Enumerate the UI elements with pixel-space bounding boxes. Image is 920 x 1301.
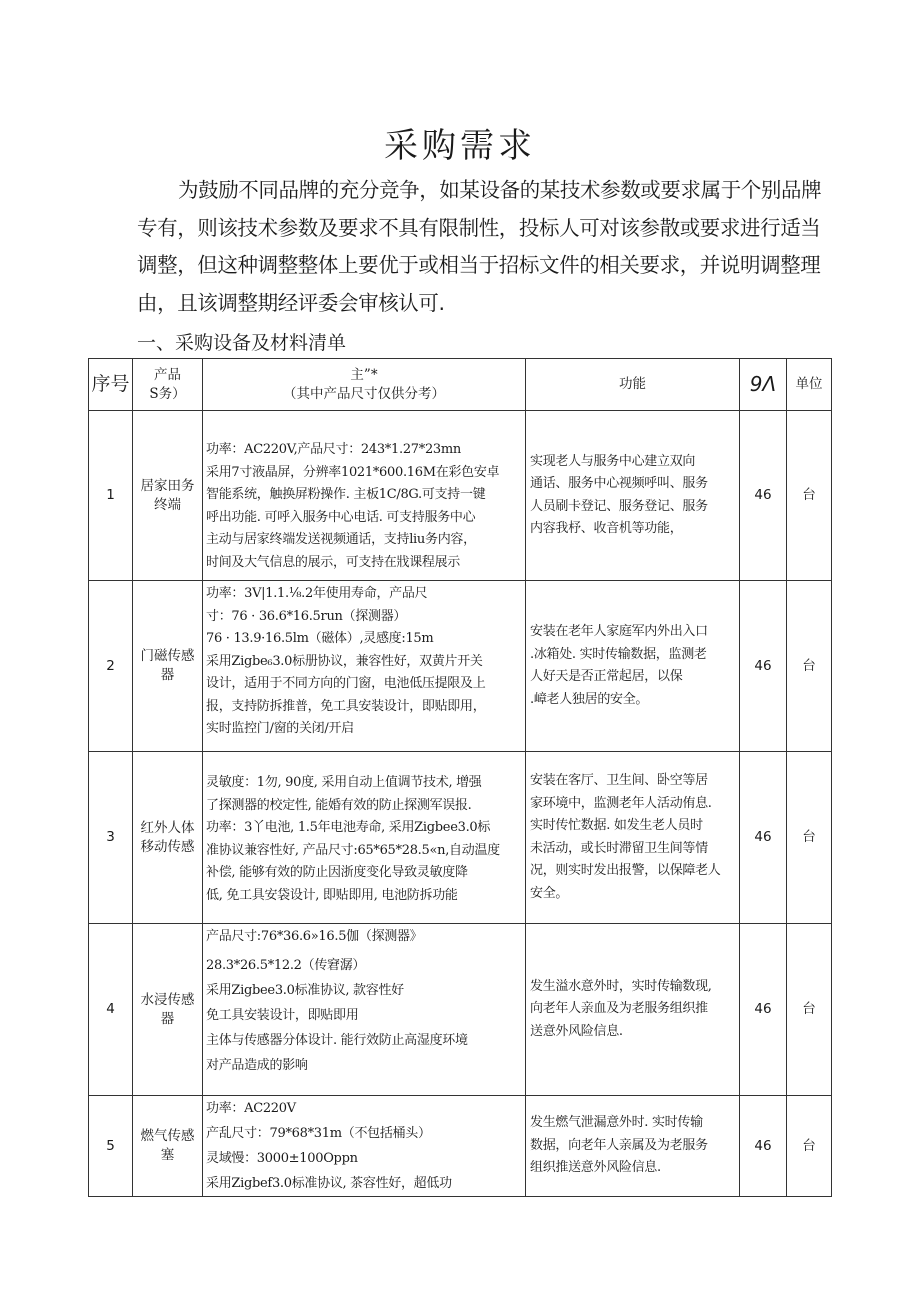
function-line: 组织推送意外风险信息. [530,1160,661,1176]
spec-line: 产品尺寸:76*36.6»16.5伽（探测器》 [206,929,423,944]
row-seq: 2 [89,581,133,752]
row-quantity: 46 [740,752,787,924]
spec-line: 准协议兼容性好, 产品尺寸:65*65*28.5«n,自动温度 [206,842,500,858]
function-line: 未活动，或长时滞留卫生间等情 [530,840,708,856]
function-line: 实时传忙数据. 如发生老人员时 [530,818,703,833]
function-line: 人好天是否正常起居，以保 [530,669,683,684]
intro-paragraph: 为鼓励不同品牌的充分竞争，如某设备的某技术参数或要求属于个别品牌专有，则该技术参数及要求不具有限制性，投标人可对该参散或要求进行适当调整，但这种调整整体上要优于或相当于招标文件的相关要求，并说明调整理由，且该调整期经评委会审核认可. [137,178,822,315]
product-name-line1: 门磁传感 [140,648,195,664]
function-line: 人员刷卡登记、服务登记、服务 [530,498,708,514]
row-unit: 台 [787,1096,832,1197]
table-header-row [89,359,832,411]
spec-line: 呼出功能. 可呼入服务中心电话. 可支持服务中心 [206,509,476,525]
row-product-name [133,752,203,924]
function-line: 送意外风险信息. [530,1023,623,1039]
procurement-table [88,358,832,1197]
row-quantity: 46 [740,1096,787,1197]
row-unit: 台 [787,924,832,1096]
row-unit: 台 [787,411,832,581]
function-line: 数据，向老年人亲属及为老服务 [530,1137,708,1153]
function-line: 安全。 [530,885,569,901]
row-spec [203,924,526,1096]
row-function [526,411,740,581]
row-seq: 4 [89,924,133,1096]
header-spec [203,359,526,411]
spec-line: 76 · 13.9·16.5lm（磁体）,灵感度:15m [206,631,434,646]
row-product-name [133,411,203,581]
row-spec [203,752,526,924]
header-name-line1: 产品 [154,366,181,383]
function-line: 通话、服务中心视频呼叫、服务 [530,476,708,491]
function-line: .冰箱处. 实时传输数据，监测老 [530,646,707,662]
table-row [89,411,832,581]
header-unit: 单位 [787,359,832,411]
spec-line: 对产品造成的影响 [206,1058,308,1073]
product-name-line2: 器 [160,1010,175,1027]
row-spec [203,581,526,752]
product-name-line2: 终端 [154,496,181,513]
spec-line: 实时监控门/窗的关闭/开启 [206,721,354,736]
row-product-name [133,1096,203,1197]
spec-line: 报，支持防拆推普，免工具安装设计，即贴即用， [206,698,486,714]
row-seq: 5 [89,1096,133,1197]
header-seq: 序号 [89,359,133,411]
spec-line: 了探测器的校定性, 能婚有效的防止探测军误报. [206,797,472,813]
row-unit: 台 [787,581,832,752]
function-line: 安装在老年人家庭军内外出入口 [530,624,708,639]
product-name-line1: 水浸传感 [140,991,195,1008]
spec-line: 灵敏度：1勿, 90度, 采用自动上值调节技术, 增强 [206,775,482,790]
product-name-line2: 器 [160,667,175,683]
document-title: 采购需求 [384,126,536,166]
spec-line: 设计，适用于不同方向的门窗，电池低压提限及上 [206,676,486,691]
row-function [526,752,740,924]
row-spec [203,411,526,581]
header-spec-line1: 主”* [350,366,378,383]
table-row [89,752,832,924]
row-quantity: 46 [740,581,787,752]
spec-line: 采用Zigbef3.0标准协议, 茶容性好，超低功 [206,1176,452,1191]
spec-line: 产乱尺寸：79*68*31m（不包括桶头） [206,1126,431,1141]
header-quantity: 9Λ [740,359,787,411]
spec-line: 功率：3V|1.1.⅛.2年使用寿命，产品尺 [206,586,428,601]
spec-line: 寸：76 · 36.6*16.5run（探测器） [206,608,407,624]
row-function [526,1096,740,1197]
row-function [526,924,740,1096]
product-name-line1: 燃气传感 [140,1128,195,1144]
spec-line: 补偿, 能够有效的防止因浙度变化导致灵敏度降 [206,865,468,880]
spec-line: 采用7寸液晶屏，分辨率1021*600.16M在彩色安卓 [206,464,500,480]
function-line: 发生燃气泄漏意外时. 实时传输 [530,1115,703,1131]
function-line: 内容我杼、收音机等功能， [530,521,683,536]
header-spec-line2: （其中产品尺寸仅供分考） [283,385,445,402]
spec-line: 时间及大气信息的展示，可支持在戕课程展示 [206,554,461,570]
spec-line: 主体与传感器分体设计. 能行效防止高湿度环境 [206,1033,468,1048]
spec-line: 智能系统，触换屏粉操作. 主板1C/8G.可支持一键 [206,487,486,502]
spec-line: 采用Zigbee3.0标准协议, 款容性好 [206,983,404,998]
product-name-line2: 塞 [160,1147,175,1163]
product-name-line2: 移动传感 [140,838,195,855]
spec-line: 灵域慢：3000±100Oppn [206,1151,358,1166]
row-product-name [133,924,203,1096]
row-unit: 台 [787,752,832,924]
row-function [526,581,740,752]
spec-line: 低, 免工具安袋设计, 即贴即用, 电池防拆功能 [206,887,458,903]
spec-line: 功率：AC220V,产品尺寸：243*1.27*23mn [206,442,461,457]
row-product-name [133,581,203,752]
spec-line: 28.3*26.5*12.2（传窘潺） [206,958,366,973]
function-line: 实现老人与服务中心建立双向 [530,453,696,469]
header-name-line2: S务） [149,385,186,402]
table-row [89,1096,832,1197]
row-seq: 1 [89,411,133,581]
header-name [133,359,203,411]
function-line: 况，则实时发出报警，以保障老人 [530,863,721,878]
section-title: 一、采购设备及材料清单 [137,332,347,354]
function-line: 家环境中，监测老年人活动侑息. [530,795,712,811]
spec-line: 功率：3丫电池, 1.5年电池寿命, 采用Zigbee3.0标 [206,820,491,835]
table-row [89,581,832,752]
spec-line: 主动与居家终端发送视频通话，支持liu务内容， [206,532,476,547]
spec-line: 免工具安装设计，即贴即用 [206,1008,359,1023]
row-spec [203,1096,526,1197]
function-line: 发生溢水意外时，实时传输数现, [530,978,712,994]
spec-line: 功率：AC220V [206,1101,296,1116]
row-quantity: 46 [740,411,787,581]
product-name-line1: 居家田务 [140,477,195,494]
function-line: .嶂老人独居的安全。 [530,691,649,707]
product-name-line1: 红外人体 [140,819,195,836]
function-line: 安装在客厅、卫生间、卧空等居 [530,773,708,788]
spec-line: 采用Zigbe₆3.0标册协议，兼容性好，双黄片开关 [206,653,483,669]
row-seq: 3 [89,752,133,924]
function-line: 向老年人亲血及为老服务组织推 [530,1001,708,1017]
row-quantity: 46 [740,924,787,1096]
table-row [89,924,832,1096]
header-function: 功能 [526,359,740,411]
